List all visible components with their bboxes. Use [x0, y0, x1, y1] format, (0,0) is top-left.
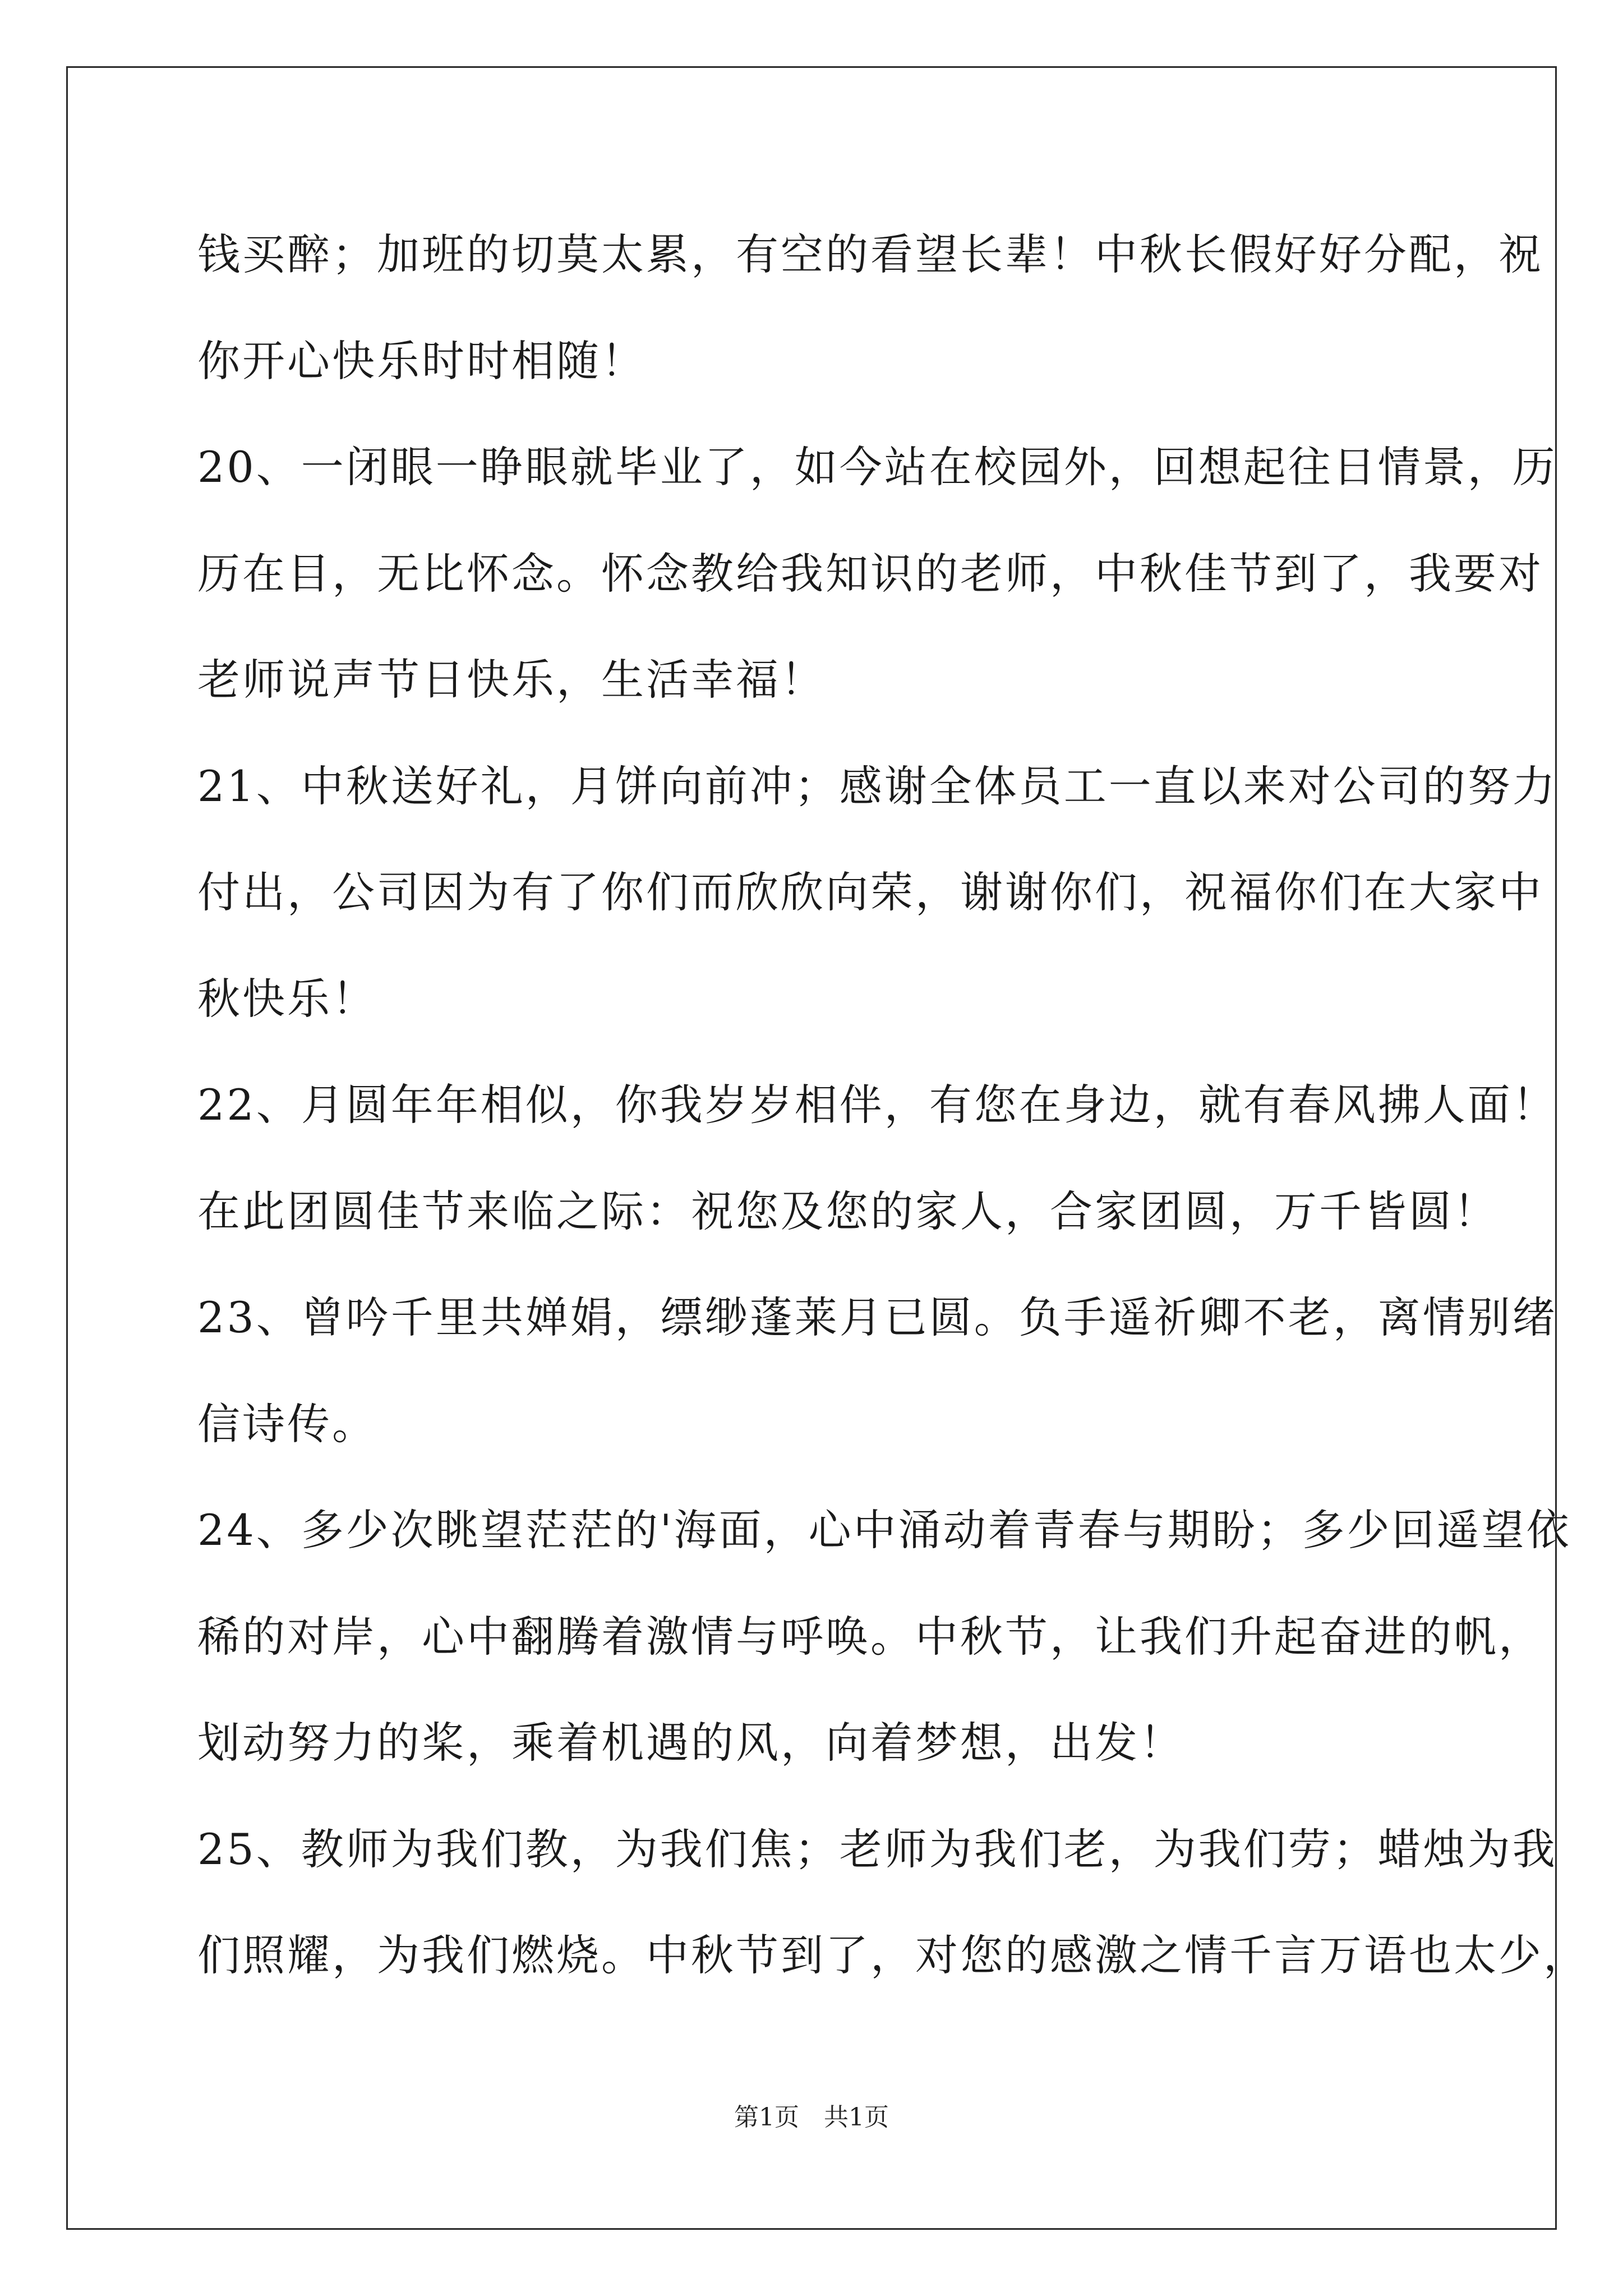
- page-footer: 第1页 共1页: [734, 2103, 889, 2132]
- text-line: 在此团圆佳节来临之际：祝您及您的家人，合家团圆，万千皆圆！: [197, 1186, 1498, 1236]
- text-line: 付出，公司因为有了你们而欣欣向荣，谢谢你们，祝福你们在大家中: [197, 867, 1543, 917]
- text-line: 22、月圆年年相似，你我岁岁相伴，有您在身边，就有春风拂人面！: [197, 1080, 1557, 1130]
- text-line: 钱买醉；加班的切莫太累，有空的看望长辈！中秋长假好好分配，祝: [197, 229, 1543, 279]
- text-line: 秋快乐！: [197, 973, 377, 1024]
- text-line: 们照耀，为我们燃烧。中秋节到了，对您的感激之情千言万语也太少，: [197, 1930, 1588, 1980]
- document-body: [197, 215, 1588, 2023]
- text-line: 历在目，无比怀念。怀念教给我知识的老师，中秋佳节到了，我要对: [197, 548, 1543, 599]
- text-line: 稀的对岸，心中翻腾着激情与呼唤。中秋节，让我们升起奋进的帆，: [197, 1611, 1543, 1662]
- text-line: 21、中秋送好礼，月饼向前冲；感谢全体员工一直以来对公司的努力: [197, 761, 1557, 811]
- text-line: 老师说声节日快乐，生活幸福！: [197, 655, 826, 705]
- text-line: 信诗传。: [197, 1398, 377, 1449]
- text-line: 20、一闭眼一睁眼就毕业了，如今站在校园外，回想起往日情景，历: [197, 442, 1557, 492]
- text-line: 24、多少次眺望茫茫的'海面，心中涌动着青春与期盼；多少回遥望依: [197, 1505, 1571, 1555]
- text-line: 25、教师为我们教，为我们焦；老师为我们老，为我们劳；蜡烛为我: [197, 1824, 1557, 1874]
- text-line: 23、曾吟千里共婵娟，缥缈蓬莱月已圆。负手遥祈卿不老，离情别绪: [197, 1292, 1557, 1342]
- text-line: 划动努力的桨，乘着机遇的风，向着梦想，出发！: [197, 1718, 1184, 1768]
- text-line: 你开心快乐时时相随！: [197, 335, 646, 386]
